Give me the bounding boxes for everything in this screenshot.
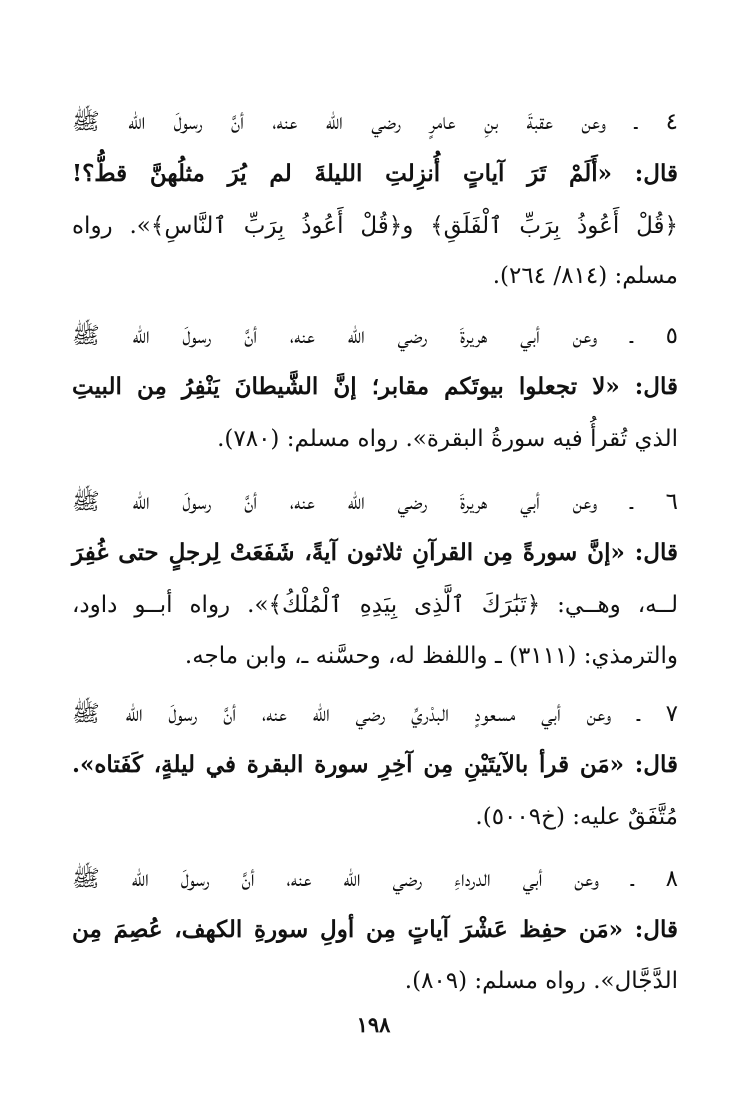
hadith-7-line-2: قال: «مَن قرأ بالآيتَيْنِ مِن آخِرِ سورة البقرة في ليلةٍ، كَفَتاه».	[72, 751, 678, 778]
hadith-8-line-2: قال: «مَن حفِظ عَشْرَ آياتٍ مِن أولِ سورةِ الكهف، عُصِمَ مِن	[72, 916, 678, 943]
page-number: ١٩٨	[356, 1012, 391, 1037]
hadith-8-line-3: الدَّجَّال». رواه مسلم: (٨٠٩).	[404, 968, 678, 994]
hadith-7-line-1: ٧ ـ وعن أبي مسعودٍ البدْريِّ رضي الله عنه، أنَّ رسولَ الله ﷺ	[72, 701, 678, 727]
hadith-6-line-1: ٦ ـ وعن أبي هريرةَ رضي الله عنه، أنَّ رسولَ الله ﷺ	[72, 489, 678, 515]
hadith-5-line-3: الذي تُقرأُ فيه سورةُ البقرة». رواه مسلم: (٧٨٠).	[217, 426, 678, 452]
hadith-6-line-3: لــه، وهــي: ﴿تَبَٰرَكَ ٱلَّذِى بِيَدِهِ ٱلْمُلْكُ﴾». رواه أبــو داود،	[72, 592, 678, 618]
hadith-8-line-1: ٨ ـ وعن أبي الدرداءِ رضي الله عنه، أنَّ رسولَ الله ﷺ	[72, 866, 678, 892]
hadith-6-line-4: والترمذي: (٣١١١) ـ واللفظ له، وحسَّنه ـ، وابن ماجه.	[184, 643, 678, 669]
hadith-4-line-2: قال: «أَلَمْ تَرَ آياتٍ أُنزِلتِ الليلةَ لم يُرَ مثلُهنَّ قطُّ؟!	[72, 160, 678, 187]
hadith-6-line-2: قال: «إنَّ سورةً مِن القرآنِ ثلاثون آيةً، شَفَعَتْ لِرجلٍ حتى غُفِرَ	[72, 539, 678, 566]
hadith-5-line-1: ٥ ـ وعن أبي هريرةَ رضي الله عنه، أنَّ رسولَ الله ﷺ	[72, 323, 678, 349]
hadith-4-line-4: مسلم: (٨١٤/ ٢٦٤).	[492, 263, 678, 289]
hadith-4-line-3: ﴿قُلْ أَعُوذُ بِرَبِّ ٱلْفَلَقِ﴾ و﴿قُلْ أَعُوذُ بِرَبِّ ٱلنَّاسِ﴾». رواه	[72, 213, 678, 239]
hadith-7-line-3: مُتَّفَقٌ عليه: (خ٥٠٠٩).	[475, 804, 678, 830]
hadith-5-line-2: قال: «لا تجعلوا بيوتَكم مقابر؛ إنَّ الشَّيطانَ يَنْفِرُ مِن البيتِ	[72, 373, 678, 400]
hadith-4-line-1: ٤ ـ وعن عقبةَ بنِ عامرٍ رضي الله عنه، أنَّ رسولَ الله ﷺ	[72, 109, 678, 135]
